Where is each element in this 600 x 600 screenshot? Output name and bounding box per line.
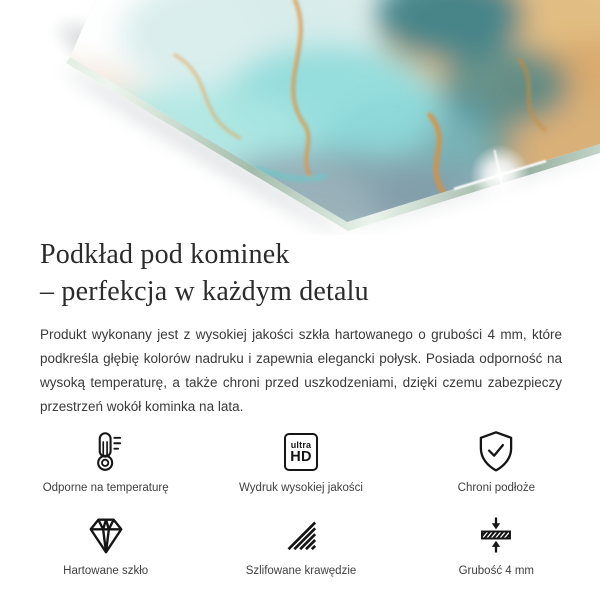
feature-label: Wydruk wysokiej jakości xyxy=(239,482,363,494)
feature-tempered-glass xyxy=(8,511,203,579)
feature-polished-edges xyxy=(203,511,398,579)
thickness-icon xyxy=(475,511,517,559)
feature-label: Chroni podłoże xyxy=(457,482,535,494)
feature-grid xyxy=(8,428,594,579)
page-title xyxy=(40,236,562,310)
sparkle-glare-icon xyxy=(450,128,550,228)
feature-thickness-4mm xyxy=(399,511,594,579)
product-photo-glass-panel xyxy=(0,0,600,235)
ultra-hd-text-top: ultra xyxy=(290,439,312,450)
title-line-2: – perfekcja w każdym detalu xyxy=(40,276,369,307)
feature-label: Grubość 4 mm xyxy=(458,565,535,577)
feature-label: Odporne na temperaturę xyxy=(42,482,169,494)
product-description: Produkt wykonany jest z wysokiej jakości szkła hartowanego o grubości 4 mm, które podkreśla głębię kolorów nadruku i zapewnia elegancki połysk. Posiada odporność na wysoką temperaturę, a także chroni przed uszkodzeniami, dzięki czemu zabezpieczy przestrzeń wokół kominka na lata. xyxy=(40,327,562,414)
thermometer-icon xyxy=(86,428,126,476)
shield-check-icon xyxy=(474,428,518,476)
feature-protects-floor xyxy=(399,428,594,496)
feature-label: Szlifowane krawędzie xyxy=(245,565,357,577)
ultra-hd-text-bottom: HD xyxy=(290,448,312,465)
product-info-section xyxy=(0,236,600,579)
polished-edges-icon xyxy=(281,511,321,559)
title-line-1: Podkład pod kominek xyxy=(40,239,290,270)
ultra-hd-icon xyxy=(284,428,318,476)
diamond-icon xyxy=(83,511,129,559)
feature-label: Hartowane szkło xyxy=(63,565,149,577)
feature-heat-resistant xyxy=(8,428,203,496)
feature-print-quality xyxy=(203,428,398,496)
